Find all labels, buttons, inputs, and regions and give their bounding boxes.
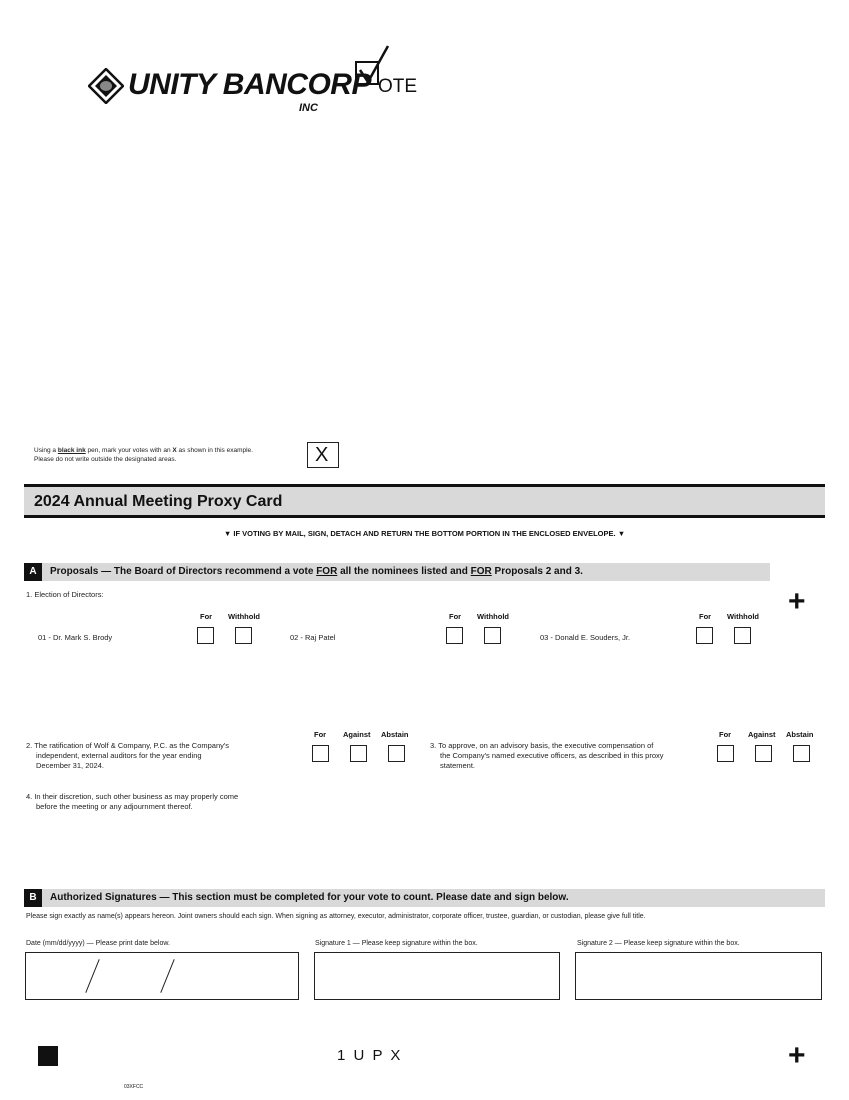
section-b-header	[24, 889, 825, 907]
marking-instructions: Using a black ink pen, mark your votes with an X as shown in this example. Please do not write outside the designated areas.	[34, 447, 253, 463]
example-x-mark: X	[315, 444, 329, 466]
signing-instructions: Please sign exactly as name(s) appears hereon. Joint owners should each sign. When signing as attorney, executor, administrator, corporate officer, trustee, guardian, or custodian, please give full title.	[26, 913, 646, 920]
section-b-title: Authorized Signatures — This section must be completed for your vote to count. Please date and sign below.	[50, 892, 569, 903]
nominee2-withhold-checkbox[interactable]	[484, 627, 501, 644]
signature2-label: Signature 2 — Please keep signature within the box.	[577, 940, 740, 947]
section-a-header	[24, 563, 770, 581]
footer-small-code: 03XFCC	[124, 1084, 144, 1090]
proposal-4-text: 4. In their discretion, such other business as may properly come before the meeting or any adjournment thereof.	[26, 792, 239, 811]
section-b-badge: B	[24, 889, 42, 907]
signature1-field[interactable]	[314, 952, 560, 1000]
nominee3-withhold-header: Withhold	[727, 612, 760, 621]
nominee-3: 03 - Donald E. Souders, Jr.	[540, 633, 631, 642]
nominee2-for-header: For	[449, 612, 462, 621]
registration-square-mark	[38, 1046, 58, 1066]
p2-abstain-checkbox[interactable]	[388, 745, 405, 762]
nominee3-withhold-checkbox[interactable]	[734, 627, 751, 644]
nominee-2: 02 - Raj Patel	[290, 633, 336, 642]
p3-against-header: Against	[748, 730, 776, 739]
unity-bancorp-logo	[88, 62, 448, 122]
election-label: 1. Election of Directors:	[26, 590, 104, 599]
p3-for-checkbox[interactable]	[717, 745, 734, 762]
p2-against-checkbox[interactable]	[350, 745, 367, 762]
nominee1-withhold-header: Withhold	[228, 612, 261, 621]
date-separator-1	[85, 959, 99, 993]
nominee-1: 01 - Dr. Mark S. Brody	[38, 633, 113, 642]
nominee1-for-checkbox[interactable]	[197, 627, 214, 644]
p3-abstain-header: Abstain	[786, 730, 814, 739]
p2-for-header: For	[314, 730, 327, 739]
signature2-field[interactable]	[575, 952, 822, 1000]
nominee2-withhold-header: Withhold	[477, 612, 510, 621]
example-mark-box	[307, 442, 339, 468]
nominee3-for-checkbox[interactable]	[696, 627, 713, 644]
footer-code: 1 U P X	[337, 1047, 403, 1064]
nominee2-for-checkbox[interactable]	[446, 627, 463, 644]
p3-for-header: For	[719, 730, 732, 739]
p2-for-checkbox[interactable]	[312, 745, 329, 762]
date-separator-2	[160, 959, 174, 993]
diamond-logo-icon	[88, 68, 124, 104]
company-suffix: INC	[299, 102, 318, 114]
p3-abstain-checkbox[interactable]	[793, 745, 810, 762]
page-title: 2024 Annual Meeting Proxy Card	[34, 493, 283, 510]
section-a-title: Proposals — The Board of Directors recommend a vote FOR all the nominees listed and FOR Proposals 2 and 3.	[50, 566, 583, 577]
mail-instruction: ▼ IF VOTING BY MAIL, SIGN, DETACH AND RETURN THE BOTTOM PORTION IN THE ENCLOSED ENVELOPE. ▼	[223, 529, 626, 538]
nominee3-for-header: For	[699, 612, 712, 621]
proxy-card-title-bar	[24, 484, 825, 518]
proposal-3-text: 3. To approve, on an advisory basis, the executive compensation of the Company's named executive officers, as described in this proxy statement.	[430, 741, 664, 770]
signature1-label: Signature 1 — Please keep signature within the box.	[315, 940, 478, 947]
nominee1-for-header: For	[200, 612, 213, 621]
section-a-badge: A	[24, 563, 42, 581]
registration-plus-mark: +	[788, 585, 806, 618]
proposal-2-text: 2. The ratification of Wolf & Company, P.C. as the Company's independent, external auditors for the year ending December 31, 2024.	[26, 741, 230, 770]
p2-abstain-header: Abstain	[381, 730, 409, 739]
date-field[interactable]	[25, 952, 299, 1000]
p3-against-checkbox[interactable]	[755, 745, 772, 762]
nominee1-withhold-checkbox[interactable]	[235, 627, 252, 644]
company-name: UNITY BANCORP	[128, 68, 371, 101]
p2-against-header: Against	[343, 730, 371, 739]
footer-plus-mark: +	[788, 1039, 806, 1072]
date-label: Date (mm/dd/yyyy) — Please print date below.	[26, 940, 170, 947]
vote-word: OTE	[378, 76, 418, 97]
